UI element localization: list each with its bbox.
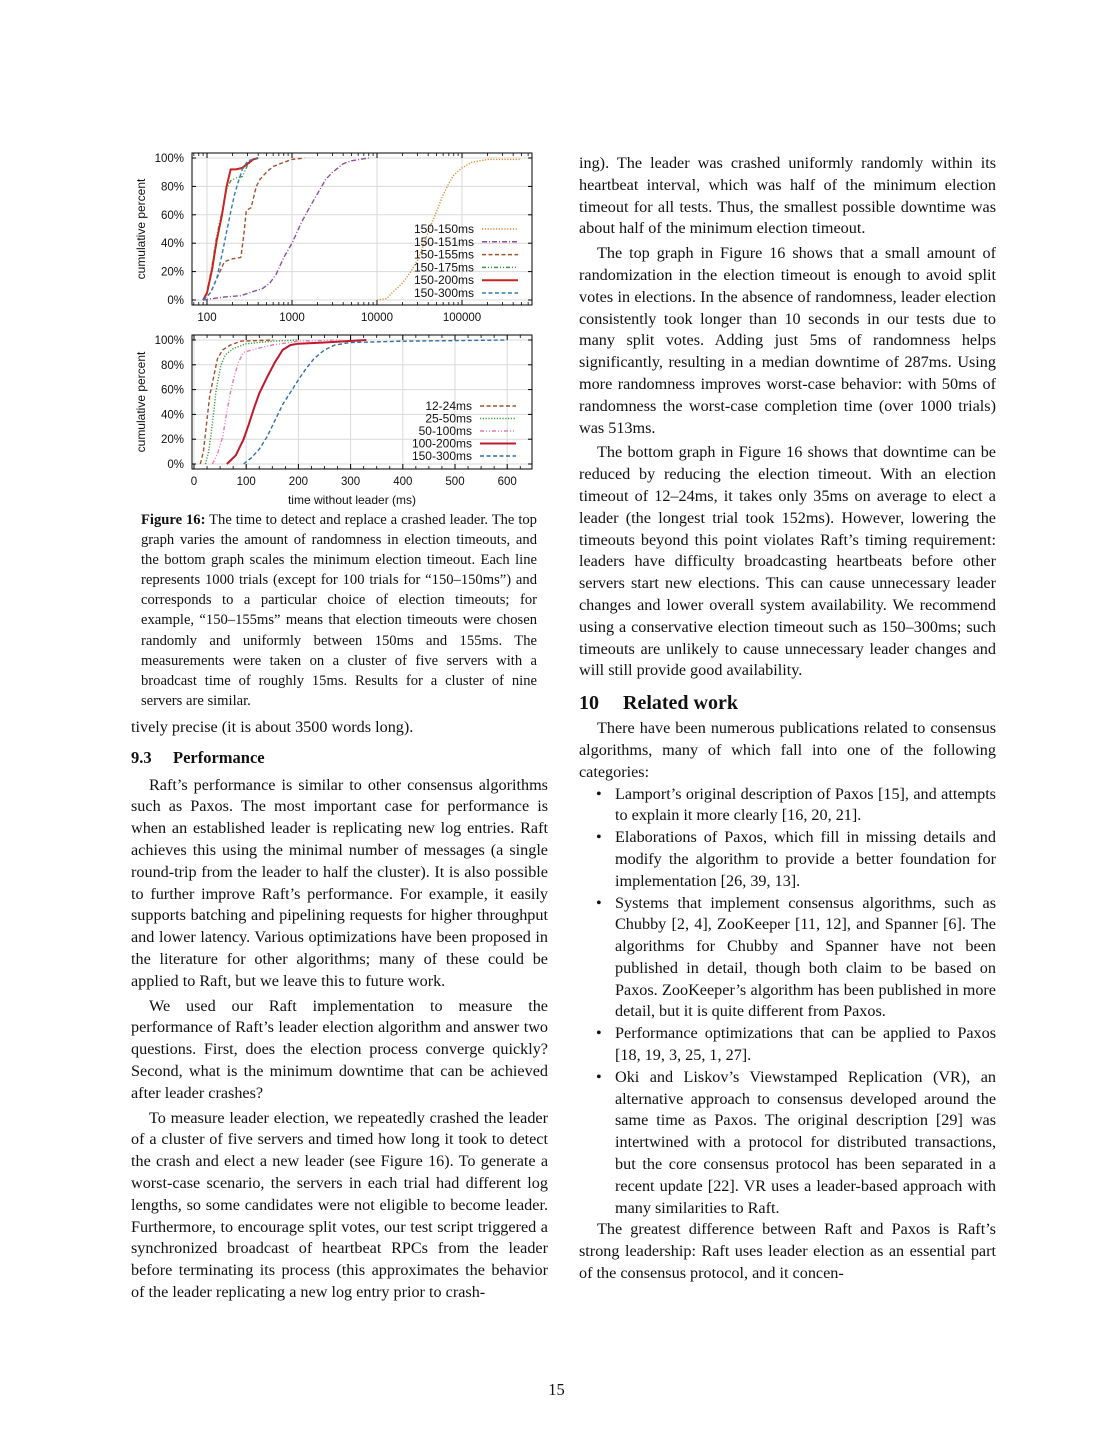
list-item: • Lamport’s original description of Paxos [15], and attempts to explain it more clearly [16, 20, 21]. [579,784,996,828]
x-tick-label: 400 [393,476,413,488]
figure-label: Figure 16: [141,512,206,528]
x-tick-label: 100 [236,476,256,488]
right-column [579,153,996,1285]
legend-label: 150-155ms [413,247,474,262]
y-tick-label: 80% [160,359,184,372]
continuation-paragraph: ing). The leader was crashed uniformly randomly within its heartbeat interval, which was half of the minimum election timeout for all tests. Thus, the smallest possible downtime was about half of the minimum election timeout. [579,154,996,238]
series-line-150-300ms [203,158,258,300]
y-tick-label: 0% [167,459,184,471]
figure-16-top-chart [130,145,540,335]
legend-label: 50-100ms [418,424,472,438]
grid [192,335,532,469]
legend-label: 150-300ms [413,286,474,300]
section-number: 9.3 [131,747,152,767]
x-tick-label: 300 [341,476,361,488]
section-title: Related work [623,692,738,715]
y-tick-label: 100% [154,335,184,347]
legend-label: 150-175ms [413,260,474,275]
x-tick-label: 100000 [442,312,482,324]
y-axis-label: cumulative percent [134,178,148,280]
top-chart-svg [130,145,540,330]
plot-frame [192,153,532,305]
body-paragraph: We used our Raft implementation to measure the performance of Raft’s leader election algorithm and answer two questions. First, does the election process converge quickly? Second, what is the minimum downtime that can be achieved after leader crashes? [131,996,548,1102]
section-heading-9-3 [131,747,548,769]
series-line-100-200ms [227,340,366,464]
x-tick-label: 200 [288,476,308,488]
x-axis-label: time without leader (ms) [287,493,417,507]
section-heading-10 [579,690,996,716]
x-tick-label: 500 [445,476,465,488]
series-line-150-200ms [203,158,258,300]
series-line-150-175ms [203,158,258,300]
body-paragraph: The top graph in Figure 16 shows that a small amount of randomization in the election timeout is enough to avoid split votes in elections. In the absence of randomness, leader election consistently took longer than 10 seconds in our tests due to many split votes. Adding just 5ms of randomness helps significantly, resulting in a median downtime of 287ms. Using more randomness improves worst-case behavior: with 50ms of randomness the worst-case completion time (over 1000 trials) was 513ms. [579,244,996,437]
y-tick-label: 80% [160,181,184,194]
body-paragraph: Raft’s performance is similar to other consensus algorithms such as Paxos. The most important case for performance is when an established leader is replicating new log entries. Raft achieves this using the minimal number of messages (a single round-trip from the leader to half the cluster). It is also possible to further improve Raft’s performance. For example, it easily supports batching and pipelining requests for higher throughput and lower latency. Various optimizations have been proposed in the literature for other algorithms; many of these could be applied to Raft, but we leave this to future work. [131,775,548,990]
page-number: 15 [548,1380,565,1399]
legend-label: 25-50ms [425,411,472,426]
body-paragraph: To measure leader election, we repeatedly crashed the leader of a cluster of five servers and timed how long it took to detect the crash and elect a new leader (see Figure 16). To generate a worst-case scenario, the servers in each trial had different log lengths, so some candidates were not eligible to become leader. Furthermore, to encourage split votes, our test script triggered a synchronized broadcast of heartbeat RPCs from the leader before terminating its process (this approximates the behavior of the leader replicating a new log entry prior to crash- [131,1108,548,1301]
list-item: • Performance optimizations that can be applied to Paxos [18, 19, 3, 25, 1, 27]. [579,1023,996,1067]
x-tick-label: 100 [197,312,217,324]
left-column [131,717,548,1304]
continuation-paragraph: tively precise (it is about 3500 words long). [131,718,414,736]
bottom-chart-svg [130,330,540,510]
section-number: 10 [579,692,599,715]
list-item: • Elaborations of Paxos, which fill in missing details and modify the algorithm to provide a better foundation for implementation [26, 39, 13]. [579,827,996,892]
y-axis-label: cumulative percent [134,351,148,453]
section-title: Performance [173,747,265,767]
figure-16-bottom-chart [130,330,540,515]
grid [192,153,532,305]
x-tick-label: 0 [190,476,198,488]
x-tick-label: 1000 [279,312,305,324]
y-tick-label: 20% [160,434,184,447]
y-tick-label: 20% [160,266,184,279]
y-tick-label: 100% [154,153,184,165]
plot-frame [192,335,532,469]
legend-label: 12-24ms [425,399,472,413]
related-work-list [579,784,996,1220]
legend-label: 150-200ms [413,273,474,288]
body-paragraph: The greatest difference between Raft and Paxos is Raft’s strong leadership: Raft uses leader election as an essential part of the consensus protocol, and it concen- [579,1220,996,1283]
legend-label: 150-300ms [411,449,472,463]
figure-caption-text: The time to detect and replace a crashed leader. The top graph varies the amount of randomness in election timeouts, and the bottom graph scales the minimum election timeout. Each line represents 1000 trials (except for 100 trials for “150–150ms”) and corresponds to a particular choice of election timeouts; for example, “150–155ms” means that election timeouts were chosen randomly and uniformly between 150ms and 155ms. The measurements were taken on a cluster of five servers with a broadcast time of roughly 15ms. Results for a cluster of nine servers are similar. [141,512,537,709]
legend-label: 150-150ms [413,222,474,236]
body-paragraph: There have been numerous publications related to consensus algorithms, many of which fall into one of the following categories: [579,719,996,781]
x-tick-label: 600 [497,476,517,488]
list-item: • Oki and Liskov’s Viewstamped Replication (VR), an alternative approach to consensus developed around the same time as Paxos. The original description [29] was intertwined with a protocol for distributed transactions, but the core consensus protocol has been separated in a recent update [22]. VR uses a leader-based approach with many similarities to Raft. [579,1067,996,1220]
y-tick-label: 0% [167,295,184,307]
body-paragraph: The bottom graph in Figure 16 shows that downtime can be reduced by reducing the election timeout. With an election timeout of 12–24ms, it takes only 35ms on average to elect a leader (the longest trial took 152ms). However, lowering the timeouts beyond this point violates Raft’s timing requirement: leaders have difficulty broadcasting heartbeats before other servers start new elections. This can cause unnecessary leader changes and lower overall system availability. We recommend using a conservative election timeout such as 150–300ms; such timeouts are unlikely to cause unnecessary leader changes and will still provide good availability. [579,443,996,680]
y-tick-label: 40% [160,238,184,251]
y-tick-label: 60% [160,384,184,397]
figure-caption [141,510,537,711]
y-tick-label: 40% [160,409,184,422]
list-item: • Systems that implement consensus algorithms, such as Chubby [2, 4], ZooKeeper [11, 12], and Spanner [6]. The algorithms for Chubby and Spanner have not been published in detail, though both claim to be based on Paxos. ZooKeeper’s algorithm has been published in more detail, but it is quite different from Paxos. [579,893,996,1024]
x-tick-label: 10000 [361,312,393,324]
y-tick-label: 60% [160,209,184,222]
legend-label: 100-200ms [411,436,472,451]
legend-label: 150-151ms [413,234,474,249]
